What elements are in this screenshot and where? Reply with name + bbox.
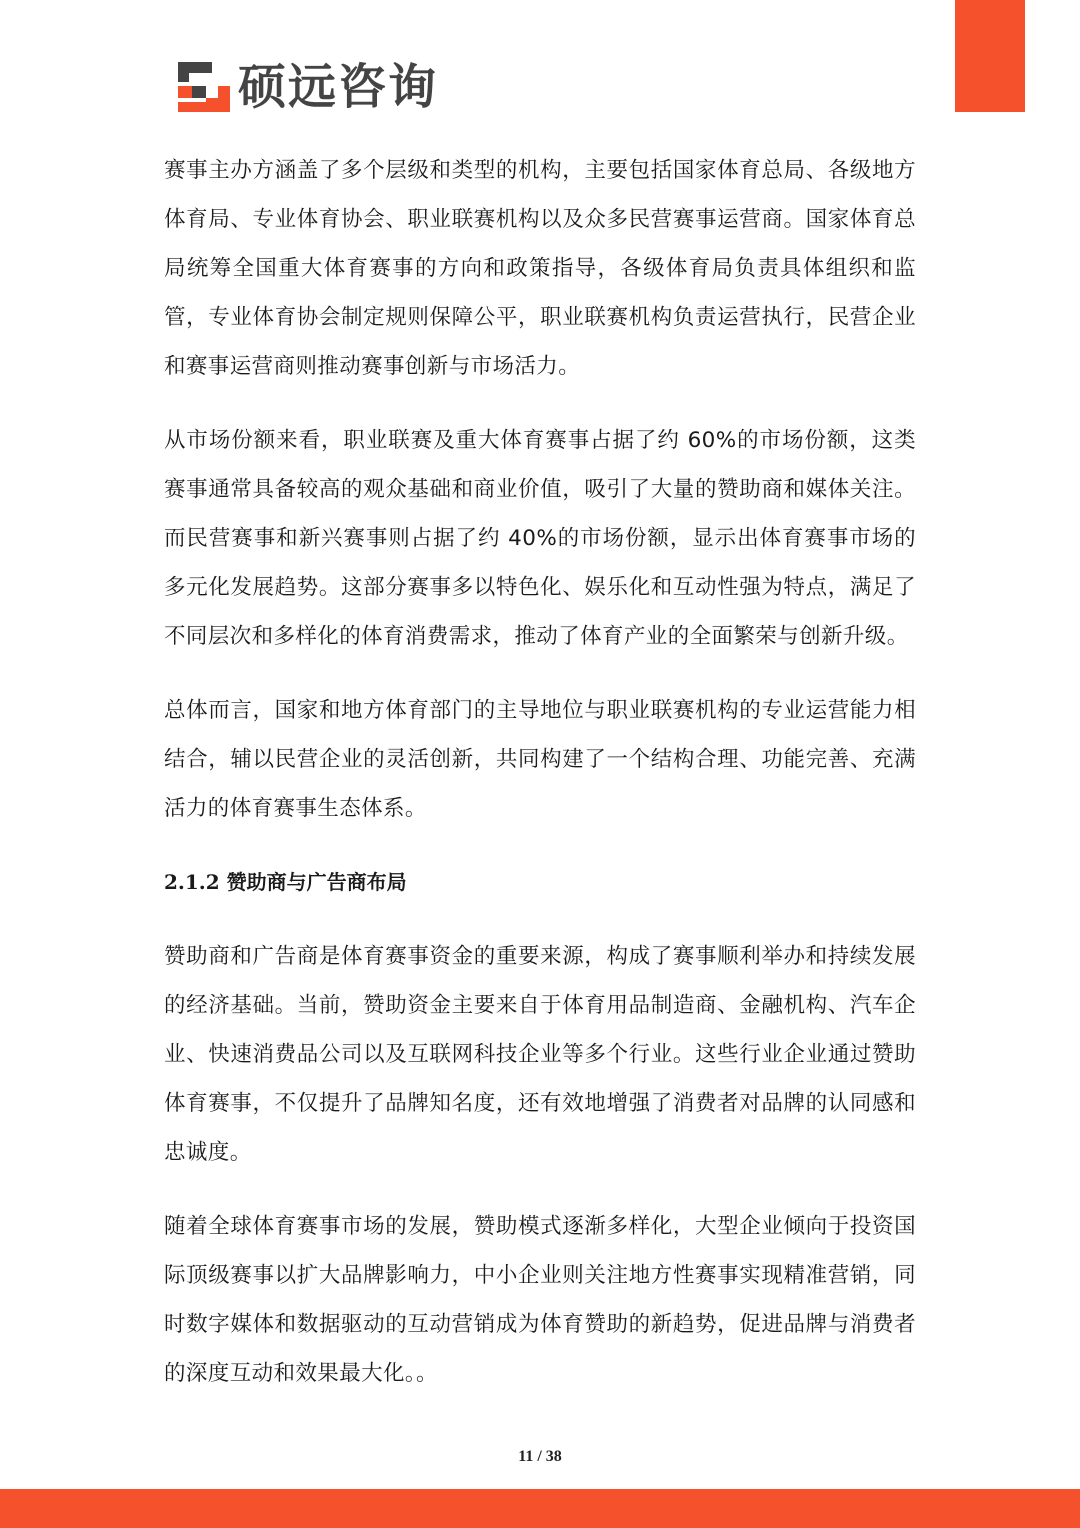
paragraph: 赞助商和广告商是体育赛事资金的重要来源，构成了赛事顺利举办和持续发展的经济基础。当前，赞助资金主要来自于体育用品制造商、金融机构、汽车企业、快速消费品公司以及互联网科技企业等多个行业。这些行业企业通过赞助体育赛事，不仅提升了品牌知名度，还有效地增强了消费者对品牌的认同感和忠诚度。 bbox=[164, 944, 916, 1165]
section-heading: 2.1.2 赞助商与广告商布局 bbox=[164, 870, 407, 894]
document-body bbox=[164, 146, 916, 1423]
top-accent-block bbox=[955, 0, 1025, 112]
company-name: 硕远咨询 bbox=[238, 59, 439, 115]
paragraph: 赛事主办方涵盖了多个层级和类型的机构，主要包括国家体育总局、各级地方体育局、专业体育协会、职业联赛机构以及众多民营赛事运营商。国家体育总局统筹全国重大体育赛事的方向和政策指导，各级体育局负责具体组织和监管，专业体育协会制定规则保障公平，职业联赛机构负责运营执行，民营企业和赛事运营商则推动赛事创新与市场活力。 bbox=[164, 158, 916, 379]
page-number: 11 / 38 bbox=[518, 1448, 562, 1465]
paragraph: 从市场份额来看，职业联赛及重大体育赛事占据了约 60%的市场份额，这类赛事通常具备较高的观众基础和商业价值，吸引了大量的赞助商和媒体关注。而民营赛事和新兴赛事则占据了约 40%的市场份额，显示出体育赛事市场的多元化发展趋势。这部分赛事多以特色化、娱乐化和互动性强为特点，满足了不同层次和多样化的体育消费需求，推动了体育产业的全面繁荣与创新升级。 bbox=[164, 428, 916, 649]
paragraph: 总体而言，国家和地方体育部门的主导地位与职业联赛机构的专业运营能力相结合，辅以民营企业的灵活创新，共同构建了一个结构合理、功能完善、充满活力的体育赛事生态体系。 bbox=[164, 698, 916, 821]
bottom-accent-bar bbox=[0, 1489, 1080, 1528]
logo-mark-icon bbox=[178, 62, 230, 112]
paragraph: 随着全球体育赛事市场的发展，赞助模式逐渐多样化，大型企业倾向于投资国际顶级赛事以扩大品牌影响力，中小企业则关注地方性赛事实现精准营销，同时数字媒体和数据驱动的互动营销成为体育赞助的新趋势，促进品牌与消费者的深度互动和效果最大化。。 bbox=[164, 1214, 916, 1386]
company-logo bbox=[178, 60, 438, 114]
